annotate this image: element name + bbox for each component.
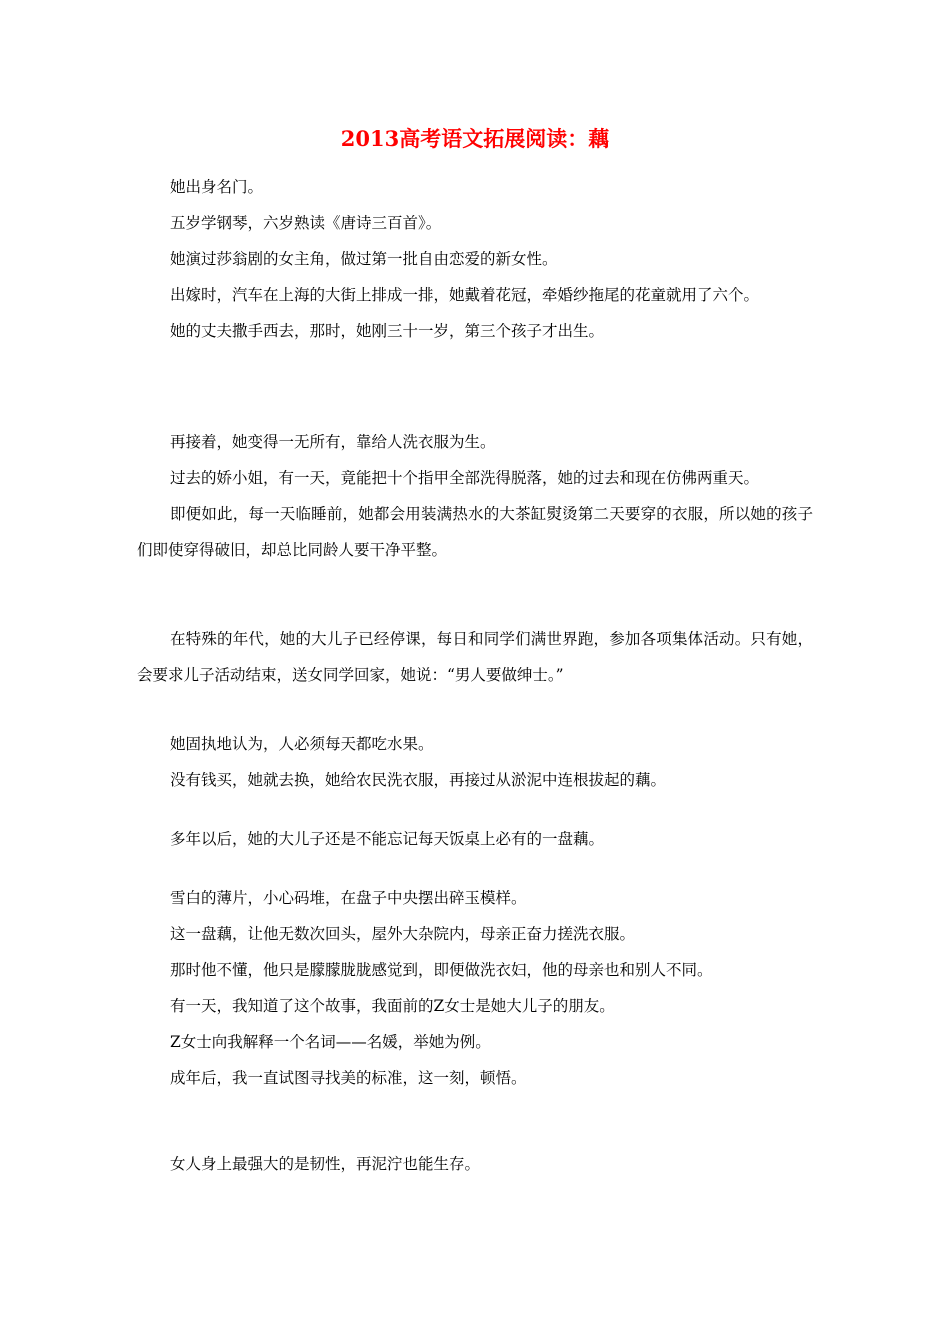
paragraph: 在特殊的年代，她的大儿子已经停课，每日和同学们满世界跑，参加各项集体活动。只有她，会要求儿子活动结束，送女同学回家，她说：“男人要做绅士。” [137,630,813,684]
paragraph: 没有钱买，她就去换，她给农民洗衣服，再接过从淤泥中连根拔起的藕。 [170,771,667,789]
paragraph: 她演过莎翁剧的女主角，做过第一批自由恋爱的新女性。 [170,250,558,268]
paragraph: 这一盘藕，让他无数次回头，屋外大杂院内，母亲正奋力搓洗衣服。 [170,925,636,943]
paragraph: Z女士向我解释一个名词——名媛，举她为例。 [170,1033,491,1051]
paragraph: 五岁学钢琴，六岁熟读《唐诗三百首》。 [170,214,442,232]
paragraph: 她的丈夫撒手西去，那时，她刚三十一岁，第三个孩子才出生。 [170,322,605,340]
paragraph: 过去的娇小姐，有一天，竟能把十个指甲全部洗得脱落，她的过去和现在仿佛两重天。 [170,469,760,487]
paragraph: 有一天，我知道了这个故事，我面前的Z女士是她大儿子的朋友。 [170,997,615,1015]
paragraph: 那时他不懂，他只是朦朦胧胧感觉到，即便做洗衣妇，他的母亲也和别人不同。 [170,961,713,979]
paragraph: 雪白的薄片，小心码堆，在盘子中央摆出碎玉模样。 [170,889,527,907]
paragraph: 多年以后，她的大儿子还是不能忘记每天饭桌上必有的一盘藕。 [170,830,605,848]
paragraph: 她固执地认为，人必须每天都吃水果。 [170,735,434,753]
paragraph: 成年后，我一直试图寻找美的标准，这一刻，顿悟。 [170,1069,527,1087]
document-title: 2013高考语文拓展阅读：藕 [340,126,610,151]
paragraph: 即便如此，每一天临睡前，她都会用装满热水的大茶缸熨烫第二天要穿的衣服，所以她的孩子们即使穿得破旧，却总比同龄人要干净平整。 [137,505,813,559]
paragraph: 她出身名门。 [170,178,264,196]
paragraph: 女人身上最强大的是韧性，再泥泞也能生存。 [170,1155,481,1173]
paragraph: 出嫁时，汽车在上海的大街上排成一排，她戴着花冠，牵婚纱拖尾的花童就用了六个。 [170,286,760,304]
paragraph: 再接着，她变得一无所有，靠给人洗衣服为生。 [170,433,496,451]
